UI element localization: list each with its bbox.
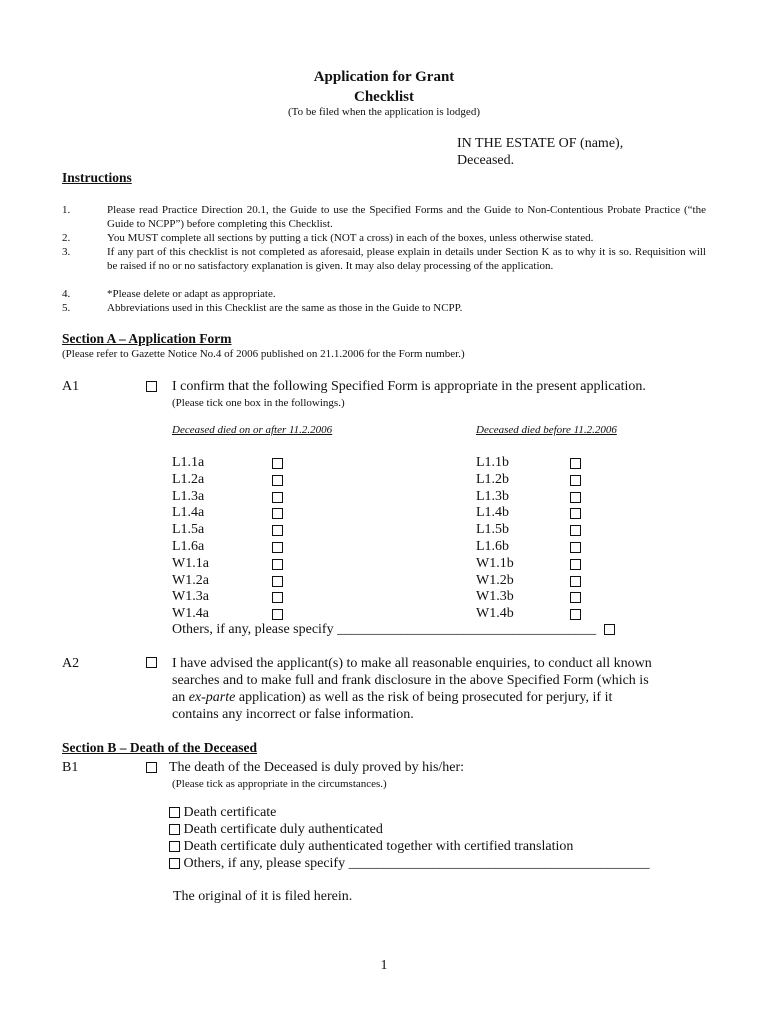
b1-option-label: Death certificate duly authenticated together with certified translation [183, 839, 574, 854]
a2-line-1: I have advised the applicant(s) to make all reasonable enquiries, to conduct all known [172, 656, 652, 671]
form-label: L1.3b [476, 488, 510, 504]
b1-option [169, 856, 650, 872]
forms-before-list [476, 455, 596, 623]
instruction-number: 2. [62, 232, 71, 244]
form-option-after [172, 455, 292, 472]
instructions-heading: Instructions [62, 170, 132, 185]
form-checkbox[interactable] [570, 592, 581, 603]
form-label: W1.2a [172, 572, 209, 588]
b1-option-label: Others, if any, please specify ___________________________________________ [183, 856, 650, 871]
a2-line-4: contains any incorrect or false information. [172, 707, 414, 722]
form-option-before [476, 472, 596, 489]
form-option-after [172, 505, 292, 522]
form-checkbox[interactable] [570, 508, 581, 519]
a1-others-line [172, 622, 615, 638]
b1-option [169, 839, 573, 855]
b1-option-checkbox[interactable] [169, 807, 180, 818]
a2-line-3-em: ex-parte [188, 690, 236, 705]
form-label: L1.5a [172, 522, 205, 538]
b1-option-label: Death certificate duly authenticated [183, 822, 383, 837]
form-option-before [476, 489, 596, 506]
form-option-after [172, 522, 292, 539]
form-label: L1.2a [172, 471, 205, 487]
form-checkbox[interactable] [570, 458, 581, 469]
section-a-heading: Section A – Application Form [62, 331, 232, 346]
form-label: W1.3b [476, 589, 514, 605]
form-option-after [172, 472, 292, 489]
form-checkbox[interactable] [570, 609, 581, 620]
instruction-text: *Please delete or adapt as appropriate. [107, 288, 276, 300]
form-label: W1.4b [476, 606, 514, 622]
a2-line-2: searches and to make full and frank disclosure in the above Specified Form (which is [172, 673, 649, 688]
page-number: 1 [380, 958, 388, 973]
instruction-number: 4. [62, 288, 71, 300]
form-option-after [172, 556, 292, 573]
form-label: L1.4b [476, 505, 510, 521]
form-option-after [172, 489, 292, 506]
a1-label: A1 [62, 379, 80, 394]
col-after-heading: Deceased died on or after 11.2.2006 [172, 424, 333, 436]
form-label: L1.5b [476, 522, 510, 538]
form-label: L1.3a [172, 488, 205, 504]
b1-option [169, 805, 276, 821]
a2-label: A2 [62, 656, 80, 671]
form-option-before [476, 505, 596, 522]
form-checkbox[interactable] [272, 609, 283, 620]
instruction-text: You MUST complete all sections by putting a tick (NOT a cross) in each of the boxes, unless otherwise stated. [107, 232, 594, 244]
form-option-before [476, 606, 596, 623]
b1-option-checkbox[interactable] [169, 858, 180, 869]
instruction-number: 3. [62, 246, 71, 258]
a2-line-3 [172, 690, 612, 706]
estate-line-1: IN THE ESTATE OF (name), [457, 136, 624, 151]
form-label: L1.6a [172, 538, 205, 554]
form-label: W1.1a [172, 555, 209, 571]
instruction-text: Abbreviations used in this Checklist are the same as those in the Guide to NCPP. [107, 302, 463, 314]
form-checkbox[interactable] [570, 475, 581, 486]
form-option-after [172, 539, 292, 556]
b1-text: The death of the Deceased is duly proved by his/her: [169, 760, 465, 775]
form-label: L1.2b [476, 471, 510, 487]
b1-note: (Please tick as appropriate in the circumstances.) [172, 778, 387, 790]
b1-closing: The original of it is filed herein. [173, 889, 353, 904]
form-label: W1.1b [476, 555, 514, 571]
form-checkbox[interactable] [272, 525, 283, 536]
form-checkbox[interactable] [272, 508, 283, 519]
form-label: L1.4a [172, 505, 205, 521]
b1-option-checkbox[interactable] [169, 824, 180, 835]
b1-option [169, 822, 383, 838]
forms-after-list [172, 455, 292, 623]
section-a-note: (Please refer to Gazette Notice No.4 of 2006 published on 21.1.2006 for the Form number.) [62, 348, 465, 360]
form-option-after [172, 589, 292, 606]
a1-text: I confirm that the following Specified Form is appropriate in the present application. [172, 379, 646, 394]
document-subtitle: Checklist [354, 89, 414, 105]
form-checkbox[interactable] [570, 576, 581, 587]
instruction-number: 1. [62, 204, 71, 216]
instruction-number: 5. [62, 302, 71, 314]
filing-note: (To be filed when the application is lodged) [288, 106, 480, 118]
a2-line-3-post: application) as well as the risk of being prosecuted for perjury, if it [238, 690, 613, 705]
form-option-before [476, 539, 596, 556]
form-label: W1.4a [172, 606, 209, 622]
form-checkbox[interactable] [570, 492, 581, 503]
form-checkbox[interactable] [570, 559, 581, 570]
form-option-before [476, 589, 596, 606]
estate-line-2: Deceased. [457, 153, 515, 168]
a1-others-checkbox[interactable] [604, 624, 615, 635]
b1-label: B1 [62, 760, 79, 775]
form-option-before [476, 522, 596, 539]
form-option-after [172, 606, 292, 623]
section-b-heading: Section B – Death of the Deceased [62, 740, 257, 755]
form-option-before [476, 573, 596, 590]
form-checkbox[interactable] [272, 576, 283, 587]
form-label: L1.1a [172, 455, 205, 470]
form-label: W1.3a [172, 589, 209, 605]
form-label: L1.1b [476, 455, 510, 470]
form-option-after [172, 573, 292, 590]
form-checkbox[interactable] [272, 458, 283, 469]
form-checkbox[interactable] [570, 525, 581, 536]
form-option-before [476, 556, 596, 573]
document-title: Application for Grant [313, 69, 455, 85]
form-option-before [476, 455, 596, 472]
form-checkbox[interactable] [272, 492, 283, 503]
instruction-text: Please read Practice Direction 20.1, the Guide to use the Specified Forms and the Guide to Non-Contentious Probate Practice (“the Guide to NCPP”) before completing this Checklist. [107, 204, 706, 230]
b1-checkbox[interactable] [146, 762, 157, 773]
b1-option-label: Death certificate [183, 805, 277, 820]
a1-others-text: Others, if any, please specify _____________________________________ [172, 622, 597, 637]
a1-checkbox[interactable] [146, 381, 157, 392]
form-label: L1.6b [476, 538, 510, 554]
col-before-heading: Deceased died before 11.2.2006 [476, 424, 617, 436]
form-checkbox[interactable] [272, 559, 283, 570]
form-label: W1.2b [476, 572, 514, 588]
form-checkbox[interactable] [272, 592, 283, 603]
form-checkbox[interactable] [570, 542, 581, 553]
form-checkbox[interactable] [272, 475, 283, 486]
a1-note: (Please tick one box in the followings.) [172, 397, 345, 409]
a2-line-3-pre: an [172, 690, 186, 705]
a2-checkbox[interactable] [146, 657, 157, 668]
instruction-text: If any part of this checklist is not completed as aforesaid, please explain in details under Section K as to why it is so. Requisition will be raised if no or no satisfactory explanation is given. It may also delay processing of the application. [107, 246, 706, 272]
form-checkbox[interactable] [272, 542, 283, 553]
b1-option-checkbox[interactable] [169, 841, 180, 852]
